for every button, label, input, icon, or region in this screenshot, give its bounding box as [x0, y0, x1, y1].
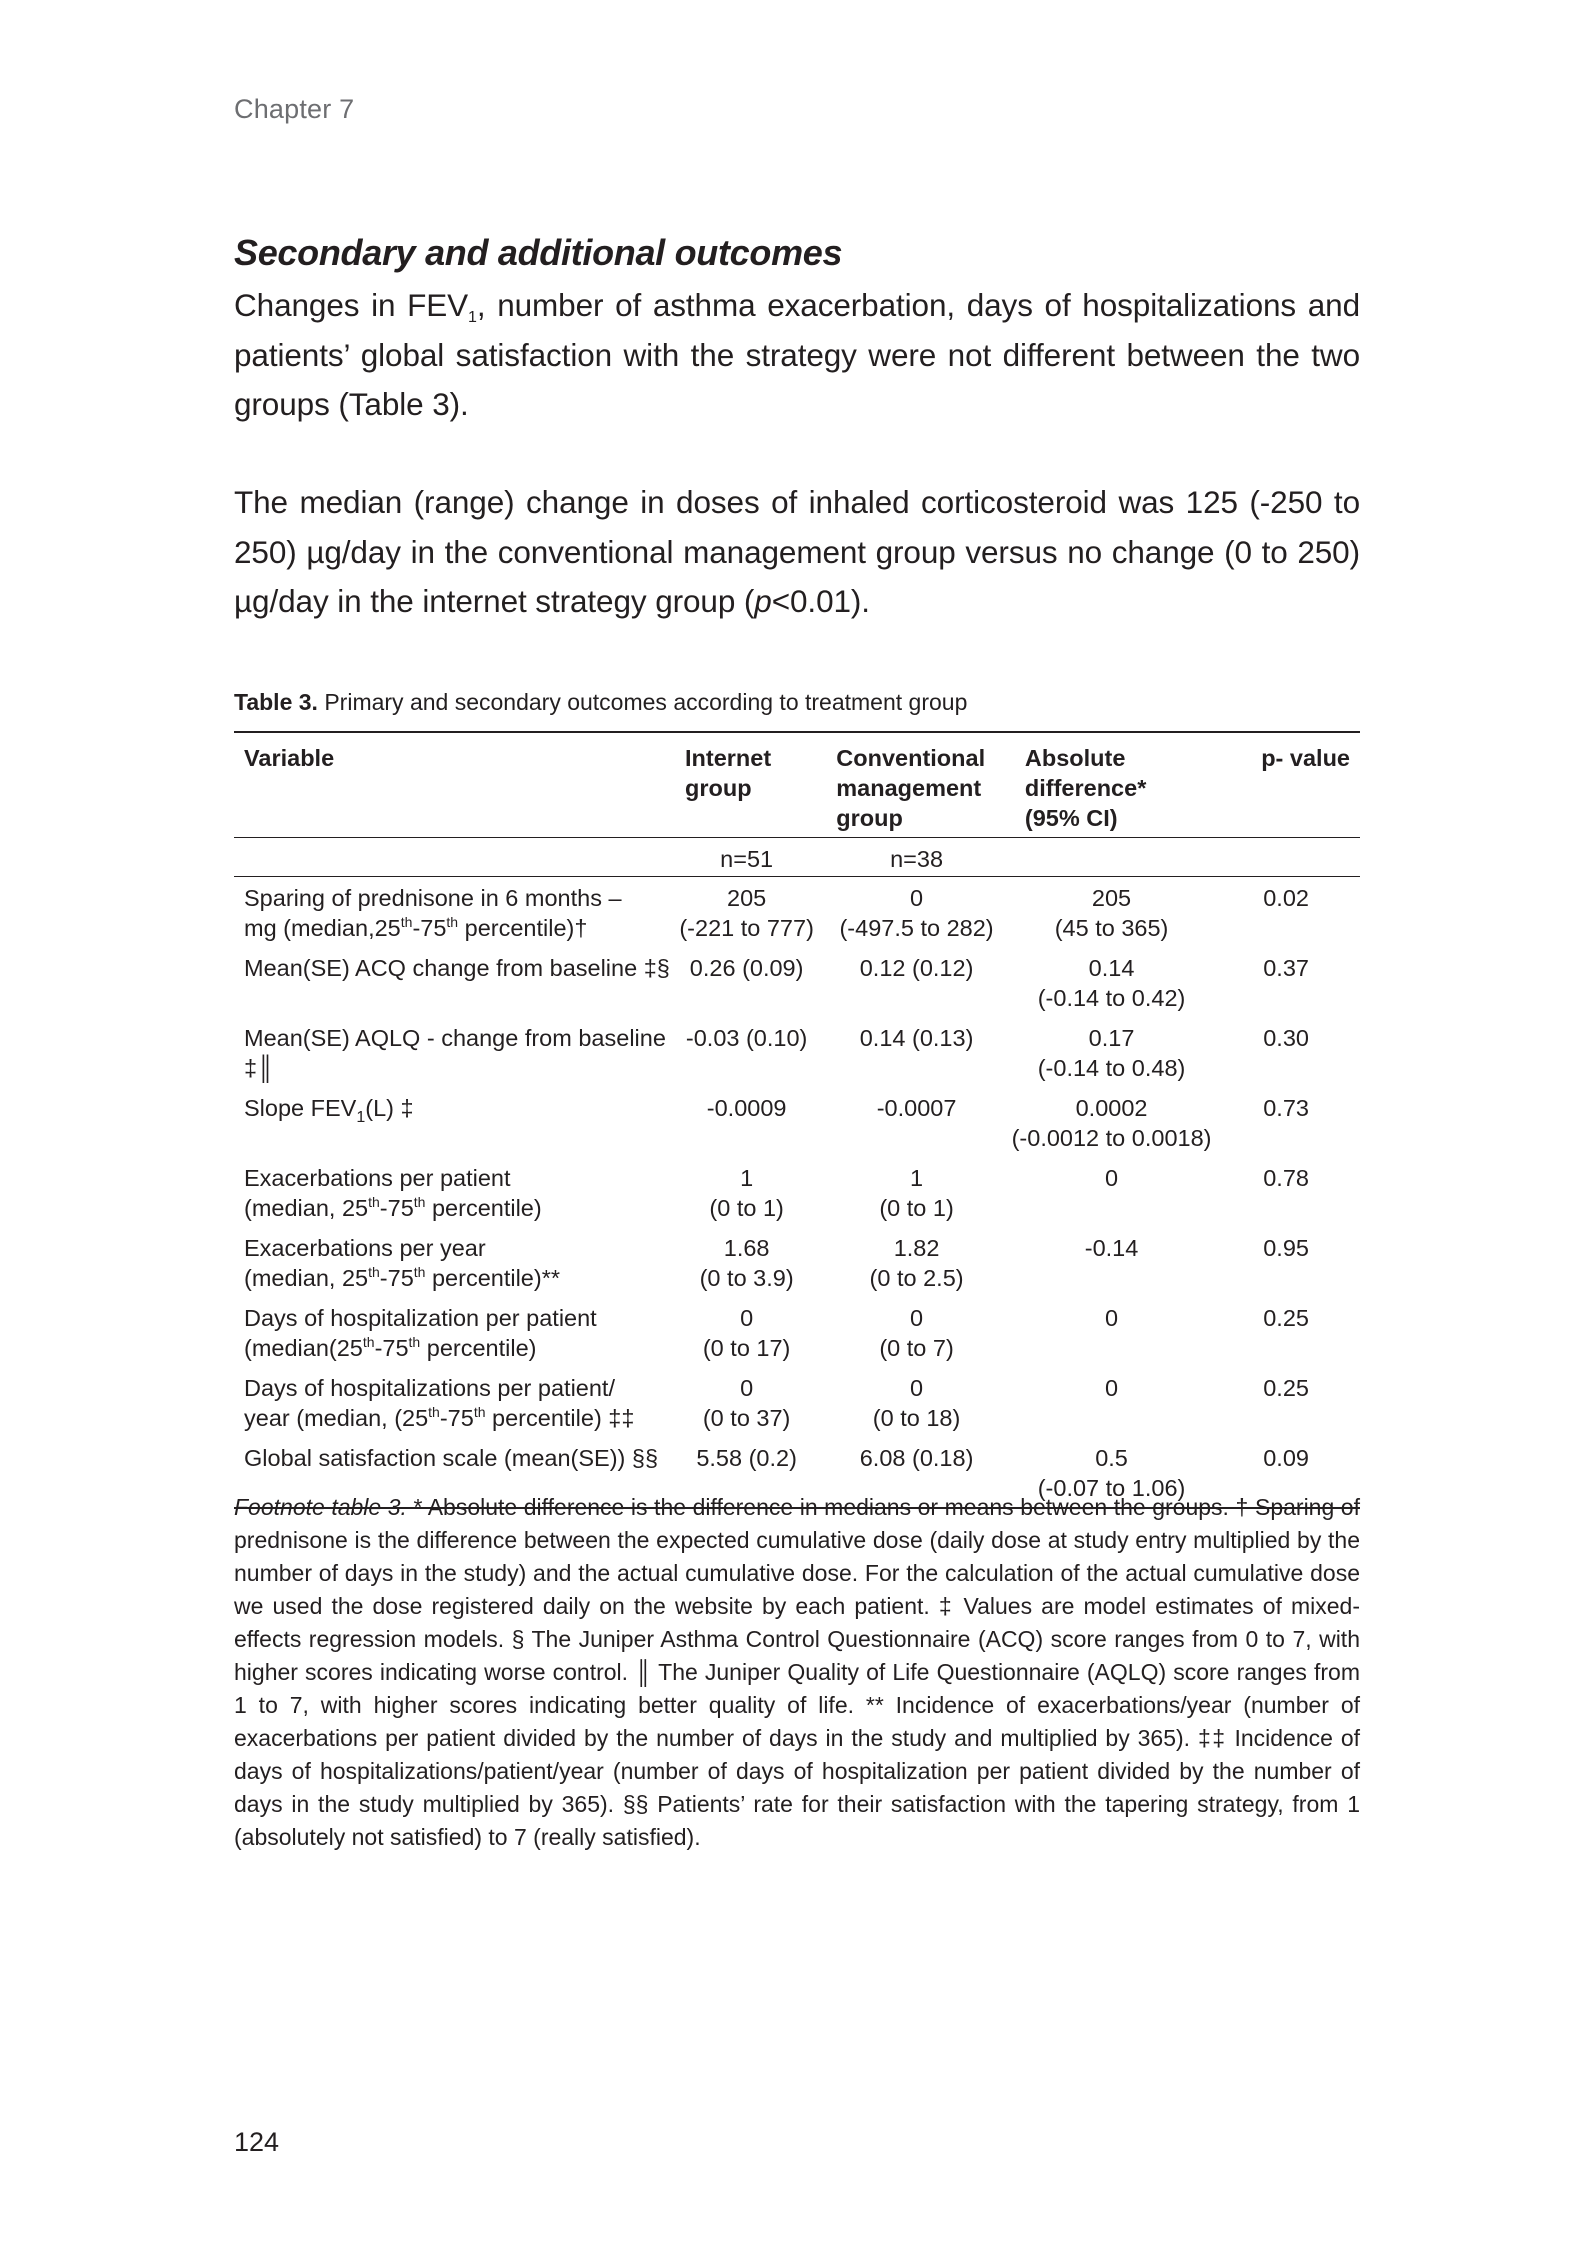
- paragraph-2-end: <0.01).: [771, 583, 870, 619]
- cell-internet: 0 (0 to 17): [702, 1305, 791, 1361]
- table-row: [234, 1227, 1360, 1297]
- cell-variable: Days of hospitalization per patient (median(25th-75th percentile): [244, 1305, 597, 1361]
- cell-internet: 205 (-221 to 777): [679, 885, 814, 941]
- table-caption: [234, 689, 967, 716]
- cell-p-value: 0.78: [1263, 1165, 1309, 1191]
- cell-absolute: 0: [1105, 1305, 1119, 1331]
- footnote-label: Footnote table 3.: [234, 1494, 407, 1520]
- paragraph-1-rest: , number of asthma exacerbation, days of hospitalizations and patients’ global satisfaction with the strategy were not different between the two groups (Table 3).: [234, 287, 1361, 422]
- table-row: [234, 1087, 1360, 1157]
- table-row: [234, 1367, 1360, 1437]
- cell-internet: 0 (0 to 37): [702, 1375, 791, 1431]
- cell-conventional: 0.14 (0.13): [859, 1025, 974, 1051]
- cell-absolute: 0.17 (-0.14 to 0.48): [1037, 1025, 1186, 1081]
- cell-internet: -0.03 (0.10): [685, 1025, 808, 1051]
- paragraph-1-start: Changes in FEV: [234, 287, 469, 323]
- cell-variable: Exacerbations per patient (median, 25th-75th percentile): [244, 1165, 542, 1221]
- running-head: Chapter 7: [234, 94, 355, 124]
- section-title: Secondary and additional outcomes: [234, 232, 843, 273]
- cell-conventional: 1.82 (0 to 2.5): [869, 1235, 964, 1291]
- header-conventional: Conventional management group: [822, 732, 1011, 838]
- paragraph-2: [234, 478, 1360, 627]
- n-internet: n=51: [671, 838, 822, 877]
- cell-absolute: 0.5 (-0.07 to 1.06): [1011, 1437, 1212, 1508]
- header-absolute: Absolute difference* (95% CI): [1011, 732, 1212, 838]
- header-variable: Variable: [234, 732, 671, 838]
- table-row: [234, 877, 1360, 948]
- cell-p-value: 0.25: [1263, 1305, 1309, 1331]
- table-footnote: [234, 1491, 1360, 1854]
- table-body: [234, 877, 1360, 1509]
- cell-absolute: 0.14 (-0.14 to 0.42): [1037, 955, 1186, 1011]
- table-row: [234, 1157, 1360, 1227]
- cell-absolute: 0: [1105, 1165, 1119, 1191]
- cell-variable: Global satisfaction scale (mean(SE)) §§: [234, 1437, 671, 1508]
- paragraph-1: [234, 281, 1360, 430]
- table-header-row: [234, 732, 1360, 838]
- cell-internet: 0.26 (0.09): [689, 955, 804, 981]
- cell-p-value: 0.30: [1263, 1025, 1309, 1051]
- fev-subscript: 1: [468, 309, 477, 326]
- cell-internet: 5.58 (0.2): [671, 1437, 822, 1508]
- n-conventional: n=38: [822, 838, 1011, 877]
- cell-conventional: 0 (-497.5 to 282): [839, 885, 994, 941]
- cell-variable: Sparing of prednisone in 6 months – mg (median,25th-75th percentile)†: [244, 885, 622, 941]
- cell-absolute: 0.0002 (-0.0012 to 0.0018): [1011, 1095, 1212, 1151]
- footnote-text: * Absolute difference is the difference in medians or means between the groups. † Sparing of prednisone is the difference between the expected cumulative dose (daily dose at study entry multiplied by the number of days in the study) and the actual cumulative dose. For the calculation of the actual cumulative dose we used the dose registered daily on the website by each patient. ‡ Values are model estimates of mixed-effects regression models. § The Juniper Asthma Control Questionnaire (ACQ) score ranges from 0 to 7, with higher scores indicating worse control. ║ The Juniper Quality of Life Questionnaire (AQLQ) score ranges from 1 to 7, with higher scores indicating better quality of life. ** Incidence of exacerbations/year (number of exacerbations per patient divided by the number of days in the study and multiplied by 365). ‡‡ Incidence of days of hospitalizations/patient/year (number of days of hospitalization per patient divided by the number of days in the study multiplied by 365). §§ Patients’ rate for their satisfaction with the tapering strategy, from 1 (absolutely not satisfied) to 7 (really satisfied).: [234, 1494, 1360, 1850]
- cell-absolute: 0: [1105, 1375, 1119, 1401]
- cell-absolute: -0.14: [1084, 1235, 1139, 1261]
- cell-variable: Days of hospitalizations per patient/ year (median, (25th-75th percentile) ‡‡: [244, 1375, 635, 1431]
- cell-variable: Mean(SE) AQLQ - change from baseline ‡║: [244, 1025, 666, 1081]
- table-caption-text: Primary and secondary outcomes according to treatment group: [317, 689, 968, 715]
- sample-size-row: [234, 838, 1360, 877]
- cell-conventional: 0 (0 to 18): [872, 1375, 961, 1431]
- cell-p-value: 0.02: [1263, 885, 1309, 911]
- cell-conventional: -0.0007: [876, 1095, 957, 1121]
- cell-absolute: 205 (45 to 365): [1054, 885, 1169, 941]
- cell-conventional: 1 (0 to 1): [879, 1165, 954, 1221]
- paragraph-2-start: The median (range) change in doses of inhaled corticosteroid was 125 (-250 to 250) µg/day in the conventional management group versus no change (0 to 250) µg/day in the internet strategy group (: [234, 484, 1360, 619]
- outcomes-table: [234, 731, 1360, 1509]
- header-internet: Internet group: [671, 732, 822, 838]
- page-number: 124: [234, 2127, 280, 2157]
- cell-p-value: 0.73: [1263, 1095, 1309, 1121]
- table-caption-label: Table 3.: [234, 689, 318, 715]
- cell-conventional: 0 (0 to 7): [879, 1305, 954, 1361]
- cell-variable: Slope $FEV_1(L)$ ‡: [244, 1095, 414, 1126]
- table-row: [234, 1297, 1360, 1367]
- cell-p-value: 0.95: [1263, 1235, 1309, 1261]
- cell-p-value: 0.37: [1263, 955, 1309, 981]
- cell-internet: -0.0009: [706, 1095, 787, 1121]
- table-row: [234, 947, 1360, 1017]
- header-p-value: p- value: [1212, 732, 1360, 838]
- cell-p-value: 0.09: [1212, 1437, 1360, 1508]
- cell-p-value: 0.25: [1263, 1375, 1309, 1401]
- table-row: [234, 1017, 1360, 1087]
- cell-internet: 1.68 (0 to 3.9): [699, 1235, 794, 1291]
- p-italic: p: [754, 583, 772, 619]
- cell-variable: Mean(SE) ACQ change from baseline ‡§: [244, 955, 670, 981]
- cell-variable: Exacerbations per year (median, 25th-75th percentile)**: [244, 1235, 560, 1291]
- cell-conventional: 0.12 (0.12): [859, 955, 974, 981]
- cell-conventional: 6.08 (0.18): [822, 1437, 1011, 1508]
- cell-internet: 1 (0 to 1): [709, 1165, 784, 1221]
